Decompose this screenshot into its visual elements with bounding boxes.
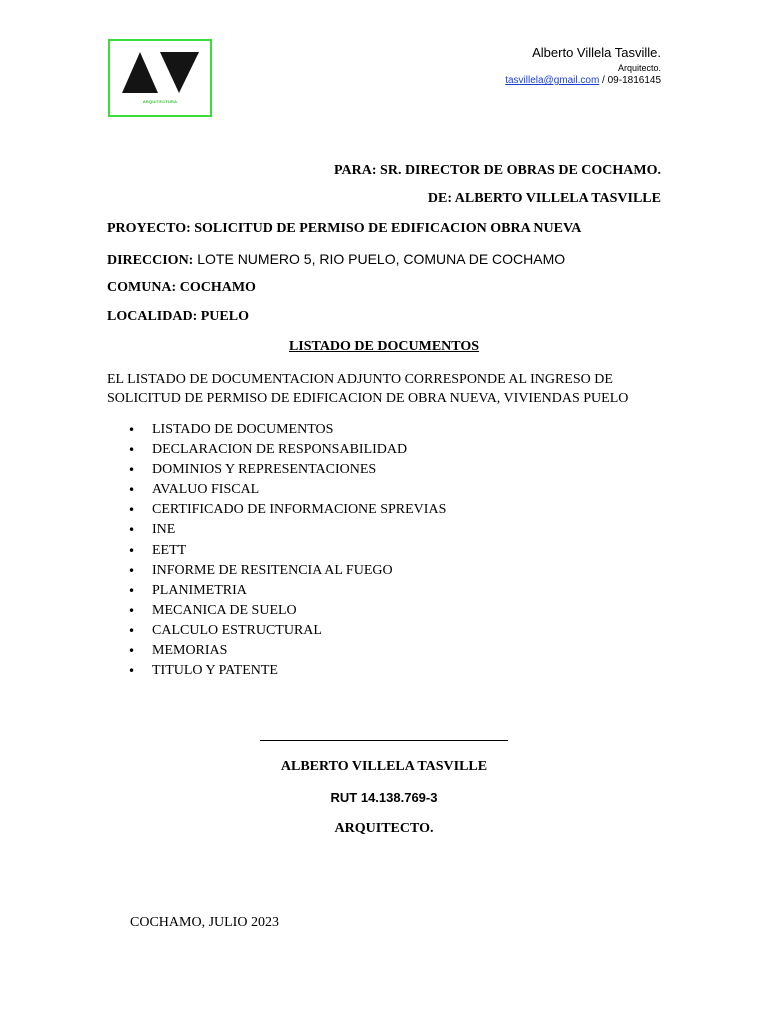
phone-number: / 09-1816145 xyxy=(599,75,661,86)
place-date: COCHAMO, JULIO 2023 xyxy=(130,915,279,930)
list-item: • CALCULO ESTRUCTURAL xyxy=(152,621,446,641)
direccion-line xyxy=(107,251,565,269)
list-item: • AVALUO FISCAL xyxy=(152,480,446,500)
list-item: • LISTADO DE DOCUMENTOS xyxy=(152,420,446,440)
intro-paragraph: EL LISTADO DE DOCUMENTACION ADJUNTO CORRESPONDE AL INGRESO DE SOLICITUD DE PERMISO DE EDIFICACION DE OBRA NUEVA, VIVIENDAS PUELO xyxy=(107,372,629,406)
section-title: LISTADO DE DOCUMENTOS xyxy=(288,339,480,354)
list-item: • INFORME DE RESITENCIA AL FUEGO xyxy=(152,561,446,581)
author-role: Arquitecto. xyxy=(617,63,661,73)
para-line: PARA: SR. DIRECTOR DE OBRAS DE COCHAMO. xyxy=(334,163,661,178)
company-logo xyxy=(108,39,212,117)
documents-list xyxy=(107,420,446,681)
list-item: • MEMORIAS xyxy=(152,641,446,661)
list-item: • DOMINIOS Y REPRESENTACIONES xyxy=(152,460,446,480)
list-item: • CERTIFICADO DE INFORMACIONE SPREVIAS xyxy=(152,500,446,520)
author-name: Alberto Villela Tasville. xyxy=(532,45,661,60)
list-item: • EETT xyxy=(152,541,446,561)
list-item: • DECLARACION DE RESPONSABILIDAD xyxy=(152,440,446,460)
list-item: • MECANICA DE SUELO xyxy=(152,601,446,621)
logo-wordmark: ARQUITECTURA xyxy=(142,99,178,104)
direccion-value: LOTE NUMERO 5, RIO PUELO, COMUNA DE COCHAMO xyxy=(193,251,566,267)
email-link[interactable]: tasvillela@gmail.com xyxy=(505,75,600,86)
list-item: • INE xyxy=(152,520,446,540)
signature-rut: RUT 14.138.769-3 xyxy=(330,790,438,805)
comuna-line: COMUNA: COCHAMO xyxy=(107,280,256,295)
localidad-line: LOCALIDAD: PUELO xyxy=(107,309,249,324)
de-line: DE: ALBERTO VILLELA TASVILLE xyxy=(427,191,661,206)
list-item: • TITULO Y PATENTE xyxy=(152,661,446,681)
proyecto-line: PROYECTO: SOLICITUD DE PERMISO DE EDIFICACION OBRA NUEVA xyxy=(107,221,582,236)
direccion-label: DIRECCION: xyxy=(107,253,194,268)
signature-name: ALBERTO VILLELA TASVILLE xyxy=(280,759,488,774)
signature-line xyxy=(260,740,508,741)
author-contact xyxy=(505,75,661,86)
signature-title: ARQUITECTO. xyxy=(334,821,434,836)
list-item: • PLANIMETRIA xyxy=(152,581,446,601)
